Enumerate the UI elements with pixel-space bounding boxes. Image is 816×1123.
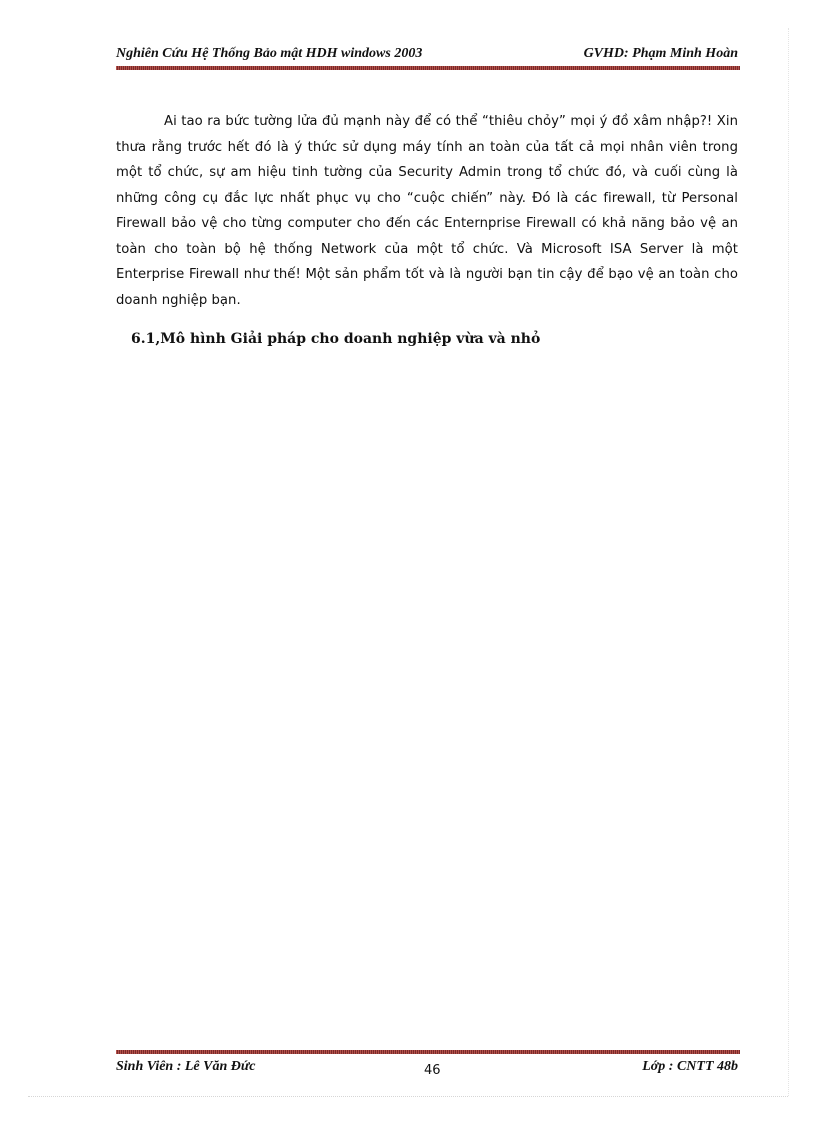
header-title: Nghiên Cứu Hệ Thống Bảo mật HDH windows 2003 — [116, 46, 423, 61]
footer-divider — [116, 1050, 740, 1054]
page-footer — [116, 1059, 738, 1083]
body-paragraph: Ai tao ra bức tường lửa đủ mạnh này để có thể “thiêu chỏy” mọi ý đồ xâm nhập?! Xin thưa rằng trước hết đó là ý thức sử dụng máy tính an toàn của tất cả mọi nhân viên trong một tổ chức, sự am hiệu tinh tường của Security Admin trong tổ chức đó, và cuối cùng là những công cụ đắc lực nhất phục vụ cho “cuộc chiến” này. Đó là các firewall, từ Personal Firewall bảo vệ cho từng computer cho đến các Enternprise Firewall có khả năng bảo vệ an toàn cho toàn bộ hệ thống Network của một tổ chức. Và Microsoft ISA Server là một Enterprise Firewall như thế! Một sản phẩm tốt và là người bạn tin cậy để bạo vệ an toàn cho doanh nghiệp bạn. — [116, 114, 738, 308]
page-header — [116, 46, 738, 68]
page-bottom-border — [28, 1096, 788, 1098]
section-heading: 6.1,Mô hình Giải pháp cho doanh nghiệp vừa và nhỏ — [131, 331, 541, 347]
footer-student: Sinh Viên : Lê Văn Đức — [116, 1059, 256, 1074]
header-divider — [116, 66, 740, 70]
footer-class: Lớp : CNTT 48b — [642, 1059, 738, 1074]
header-advisor: GVHD: Phạm Minh Hoàn — [583, 46, 738, 61]
page-number: 46 — [424, 1063, 441, 1078]
page-right-border — [788, 28, 790, 1096]
